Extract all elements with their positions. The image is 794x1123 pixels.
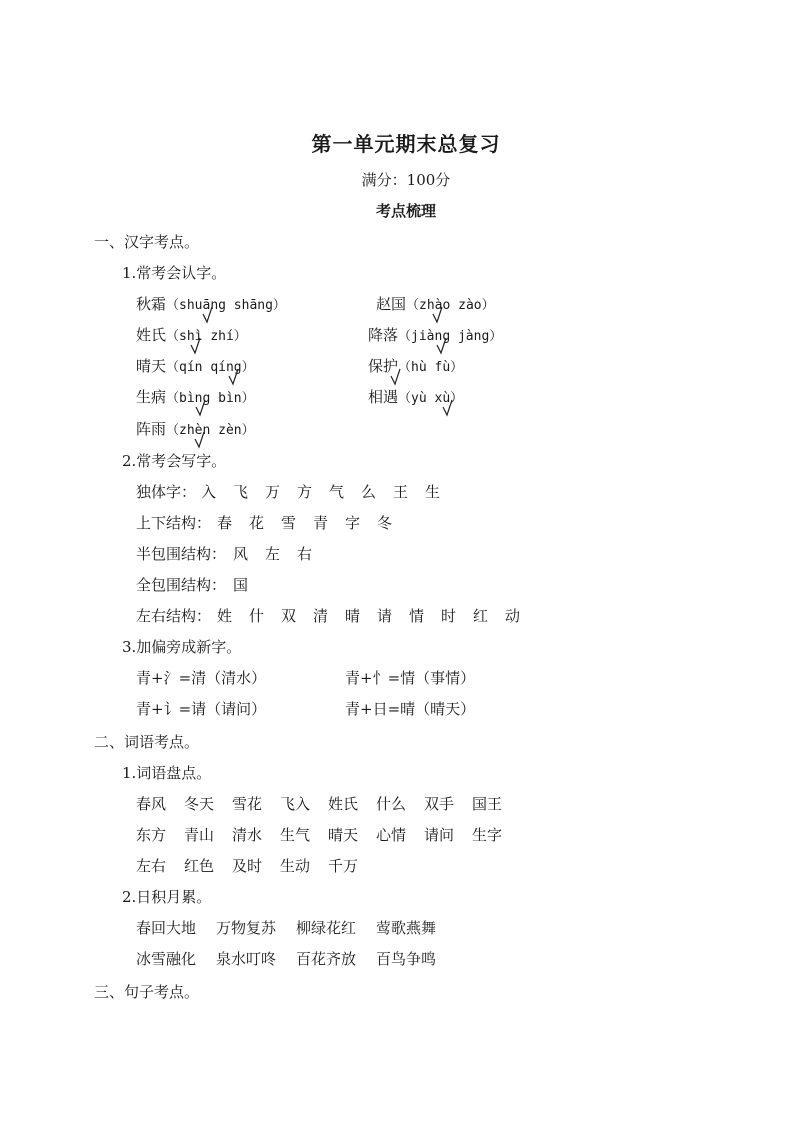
word: 国王: [472, 795, 503, 813]
char: 字: [345, 514, 361, 532]
pinyin-options: （qín qíng）: [166, 360, 255, 375]
char: 万: [265, 483, 281, 501]
radical-item: 青+讠=请（请问）: [136, 700, 267, 718]
part-2-2-heading: 2.日积月累。: [122, 888, 212, 906]
pinyin-word: 降落: [368, 326, 399, 344]
section-subtitle: 考点梳理: [375, 202, 436, 220]
idiom: 泉水叮咚: [216, 950, 277, 968]
check-mark-icon: [194, 431, 206, 452]
check-mark-icon: [432, 306, 444, 327]
pinyin-options: （shuāng shāng）: [166, 298, 286, 313]
char: 青: [313, 514, 329, 532]
check-mark-icon: [190, 337, 202, 358]
idiom: 万物复苏: [216, 919, 277, 937]
char: 王: [393, 483, 409, 501]
check-mark-icon: [390, 368, 402, 389]
word: 及时: [232, 857, 263, 875]
char-row: [136, 485, 196, 500]
char: 情: [409, 607, 425, 625]
char-row-label: 半包围结构：: [136, 545, 227, 563]
idiom: 柳绿花红: [296, 919, 357, 937]
word: 冬天: [184, 795, 215, 813]
char: 姓: [217, 607, 233, 625]
part-1-3-heading: 3.加偏旁成新字。: [122, 638, 242, 656]
check-mark-icon: [202, 306, 214, 327]
char: 飞: [233, 483, 249, 501]
section-3-heading: 三、句子考点。: [94, 983, 200, 1001]
pinyin-word: 姓氏: [136, 326, 167, 344]
idiom: 莺歌燕舞: [376, 919, 437, 937]
word: 姓氏: [328, 795, 359, 813]
word: 青山: [184, 826, 215, 844]
word: 雪花: [232, 795, 263, 813]
char: 气: [329, 483, 345, 501]
idiom: 春回大地: [136, 919, 197, 937]
word: 春风: [136, 795, 167, 813]
section-2-heading: 二、词语考点。: [94, 733, 200, 751]
word: 双手: [424, 795, 455, 813]
pinyin-options: （zhèn zèn）: [166, 423, 255, 438]
word: 生气: [280, 826, 311, 844]
word: 清水: [232, 826, 263, 844]
char: 时: [441, 607, 457, 625]
char: 双: [281, 607, 297, 625]
word: 左右: [136, 857, 167, 875]
word: 红色: [184, 857, 215, 875]
pinyin-word: 晴天: [136, 357, 167, 375]
pinyin-options: （shì zhí）: [166, 329, 247, 344]
char: 左: [265, 545, 281, 563]
char: 春: [217, 514, 233, 532]
char-row-label: 左右结构：: [136, 607, 212, 625]
pinyin-word: 赵国: [376, 295, 407, 313]
section-1-heading: 一、汉字考点。: [94, 233, 200, 251]
pinyin-word: 生病: [136, 388, 167, 406]
pinyin-options: （jiàng jàng）: [398, 329, 503, 344]
word: 东方: [136, 826, 167, 844]
part-2-1-heading: 1.词语盘点。: [122, 764, 212, 782]
char: 么: [361, 483, 377, 501]
char: 红: [473, 607, 489, 625]
radical-item: 青+氵=清（清水）: [136, 669, 267, 687]
char: 风: [233, 545, 249, 563]
char: 清: [313, 607, 329, 625]
part-1-1-heading: 1.常考会认字。: [122, 264, 227, 282]
pinyin-word: 阵雨: [136, 420, 167, 438]
word: 什么: [376, 795, 407, 813]
char: 右: [297, 545, 313, 563]
radical-item: 青+忄=情（事情）: [345, 669, 476, 687]
char: 雪: [281, 514, 297, 532]
word: 生字: [472, 826, 503, 844]
idiom: 百花齐放: [296, 950, 357, 968]
pinyin-options: （yù xù）: [398, 391, 464, 406]
check-mark-icon: [436, 337, 448, 358]
pinyin-options: （hù fù）: [398, 360, 464, 375]
char: 晴: [345, 607, 361, 625]
pinyin-options: （bìng bìn）: [166, 391, 255, 406]
part-1-2-heading: 2.常考会写字。: [122, 452, 227, 470]
word: 请问: [424, 826, 455, 844]
char: 冬: [377, 514, 393, 532]
word: 心情: [376, 826, 407, 844]
char: 花: [249, 514, 265, 532]
word: 千万: [328, 857, 359, 875]
char: 国: [233, 576, 249, 594]
word: 晴天: [328, 826, 359, 844]
pinyin-options: （zhào zào）: [406, 298, 495, 313]
word: 生动: [280, 857, 311, 875]
pinyin-word: 保护: [368, 357, 399, 375]
char: 请: [377, 607, 393, 625]
check-mark-icon: [442, 399, 454, 420]
idiom: 百鸟争鸣: [376, 950, 437, 968]
char-row-label: 全包围结构：: [136, 576, 227, 594]
char: 入: [201, 483, 217, 501]
check-mark-icon: [195, 399, 207, 420]
char: 动: [505, 607, 521, 625]
check-mark-icon: [228, 368, 240, 389]
full-score: 满分：100分: [361, 171, 451, 189]
char-row-label: 上下结构：: [136, 514, 212, 532]
char: 方: [297, 483, 313, 501]
pinyin-word: 相遇: [368, 388, 399, 406]
radical-item: 青+日=晴（晴天）: [345, 700, 476, 718]
pinyin-word: 秋霜: [136, 295, 167, 313]
idiom: 冰雪融化: [136, 950, 197, 968]
char-row-label: 独体字：: [136, 483, 197, 501]
pinyin-item: [368, 359, 463, 374]
char: 生: [425, 483, 441, 501]
page-title: 第一单元期末总复习: [311, 132, 501, 156]
char: 什: [249, 607, 265, 625]
word: 飞入: [280, 795, 311, 813]
